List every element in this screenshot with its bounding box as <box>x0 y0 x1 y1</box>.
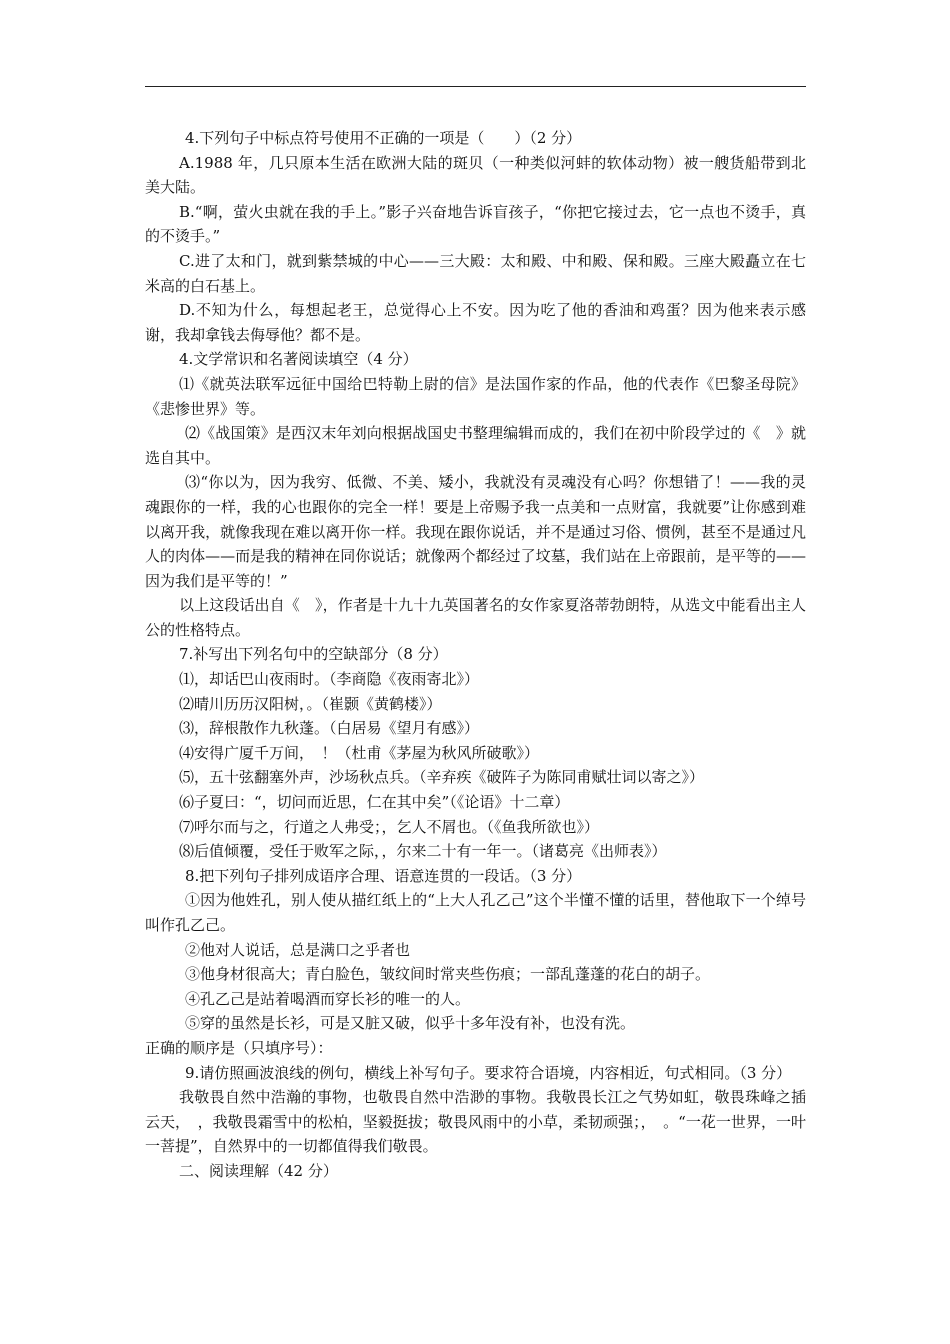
answer-order-prompt: 正确的顺序是（只填序号）： <box>145 1038 333 1057</box>
sentence-1: ①因为他姓孔，别人使从描红纸上的“上大人孔乙己”这个半懂不懂的话里，替他取下一个绰号叫作孔乙己。 <box>145 891 806 934</box>
poem-line-1: ⑴，却话巴山夜雨时。（李商隐《夜雨寄北》） <box>179 670 480 689</box>
literature-item-2: ⑵《战国策》是西汉末年刘向根据战国史书整理编辑而成的，我们在初中阶段学过的《 》就选自其中。 <box>145 424 806 467</box>
question-7: 7.补写出下列名句中的空缺部分（8 分） <box>179 645 448 664</box>
poem-line-2: ⑵晴川历历汉阳树，。（崔颢《黄鹤楼》） <box>179 694 442 713</box>
option-b: B.“啊，萤火虫就在我的手上。”影子兴奋地告诉盲孩子，“你把它接过去，它一点也不烫手，真的不烫手。” <box>145 202 806 246</box>
question-8: 8.把下列句子排列成语序合理、语意连贯的一段话。（3 分） <box>185 866 582 885</box>
option-c: C.进了太和门，就到紫禁城的中心——三大殿：太和殿、中和殿、保和殿。三座大殿矗立在七米高的白石基上。 <box>145 251 806 295</box>
option-d: D.不知为什么，每想起老王，总觉得心上不安。因为吃了他的香油和鸡蛋？因为他来表示感谢，我却拿钱去侮辱他？都不是。 <box>145 301 806 344</box>
poem-line-4: ⑷安得广厦千万间， ！（杜甫《茅屋为秋风所破歌》） <box>179 743 540 762</box>
question-9-passage: 我敬畏自然中浩瀚的事物，也敬畏自然中浩渺的事物。我敬畏长江之气势如虹，敬畏珠峰之插云天， ，我敬畏霜雪中的松柏，坚毅挺拔；敬畏风雨中的小草，柔韧顽强；， 。“一花一世界，一叶一菩提”，自然界中的一切都值得我们敬畏。 <box>145 1088 806 1156</box>
literature-item-3: ⑶“你以为，因为我穷、低微、不美、矮小，我就没有灵魂没有心吗？你想错了！——我的灵魂跟你的一样，我的心也跟你的完全一样！要是上帝赐予我一点美和一点财富，我就要”让你感到难以离开我，就像我现在难以离开你一样。我现在跟你说话，并不是通过习俗、惯例，甚至不是通过凡人的肉体——而是我的精神在同你说话；就像两个都经过了坟墓，我们站在上帝跟前，是平等的——因为我们是平等的！” <box>145 473 806 590</box>
sentence-5: ⑤穿的虽然是长衫，可是又脏又破，似乎十多年没有补，也没有洗。 <box>185 1014 636 1033</box>
question-9: 9.请仿照画波浪线的例句，横线上补写句子。要求符合语境，内容相近，句式相同。（3 分） <box>185 1063 792 1082</box>
option-a: A.1988 年，几只原本生活在欧洲大陆的斑贝（一种类似河蚌的软体动物）被一艘货船带到北美大陆。 <box>145 153 806 197</box>
poem-line-3: ⑶，辞根散作九秋蓬。（白居易《望月有感》） <box>179 719 480 738</box>
poem-line-5: ⑸，五十弦翻塞外声，沙场秋点兵。（辛弃疾《破阵子为陈同甫赋壮词以寄之》） <box>179 768 705 787</box>
poem-line-8: ⑻后值倾覆，受任于败军之际，，尔来二十有一年一。（诸葛亮《出师表》） <box>179 842 667 861</box>
sentence-4: ④孔乙己是站着喝酒而穿长衫的唯一的人。 <box>185 989 471 1008</box>
literature-item-1: ⑴《就英法联军远征中国给巴特勒上尉的信》是法国作家的作品，他的代表作《巴黎圣母院》《悲惨世界》等。 <box>145 374 806 418</box>
document-body <box>145 126 806 1184</box>
section-reading-heading: 二、阅读理解（42 分） <box>179 1161 338 1180</box>
literature-item-3-followup: 以上这段话出自《 》，作者是十九十九英国著名的女作家夏洛蒂勃朗特，从选文中能看出主人公的性格特点。 <box>145 596 806 639</box>
question-4-literature: 4.文学常识和名著阅读填空（4 分） <box>179 350 418 369</box>
poem-line-6: ⑹子夏曰：“，切问而近思，仁在其中矣”（《论语》十二章） <box>179 793 570 812</box>
header-rule <box>145 86 806 87</box>
sentence-3: ③他身材很高大；青白脸色，皱纹间时常夹些伤痕；一部乱蓬蓬的花白的胡子。 <box>185 965 711 984</box>
sentence-2: ②他对人说话，总是满口之乎者也 <box>185 940 411 959</box>
question-4-punctuation: 4.下列句子中标点符号使用不正确的一项是（ ）（2 分） <box>185 129 582 147</box>
poem-line-7: ⑺呼尔而与之，行道之人弗受；，乞人不屑也。（《鱼我所欲也》） <box>179 817 600 836</box>
